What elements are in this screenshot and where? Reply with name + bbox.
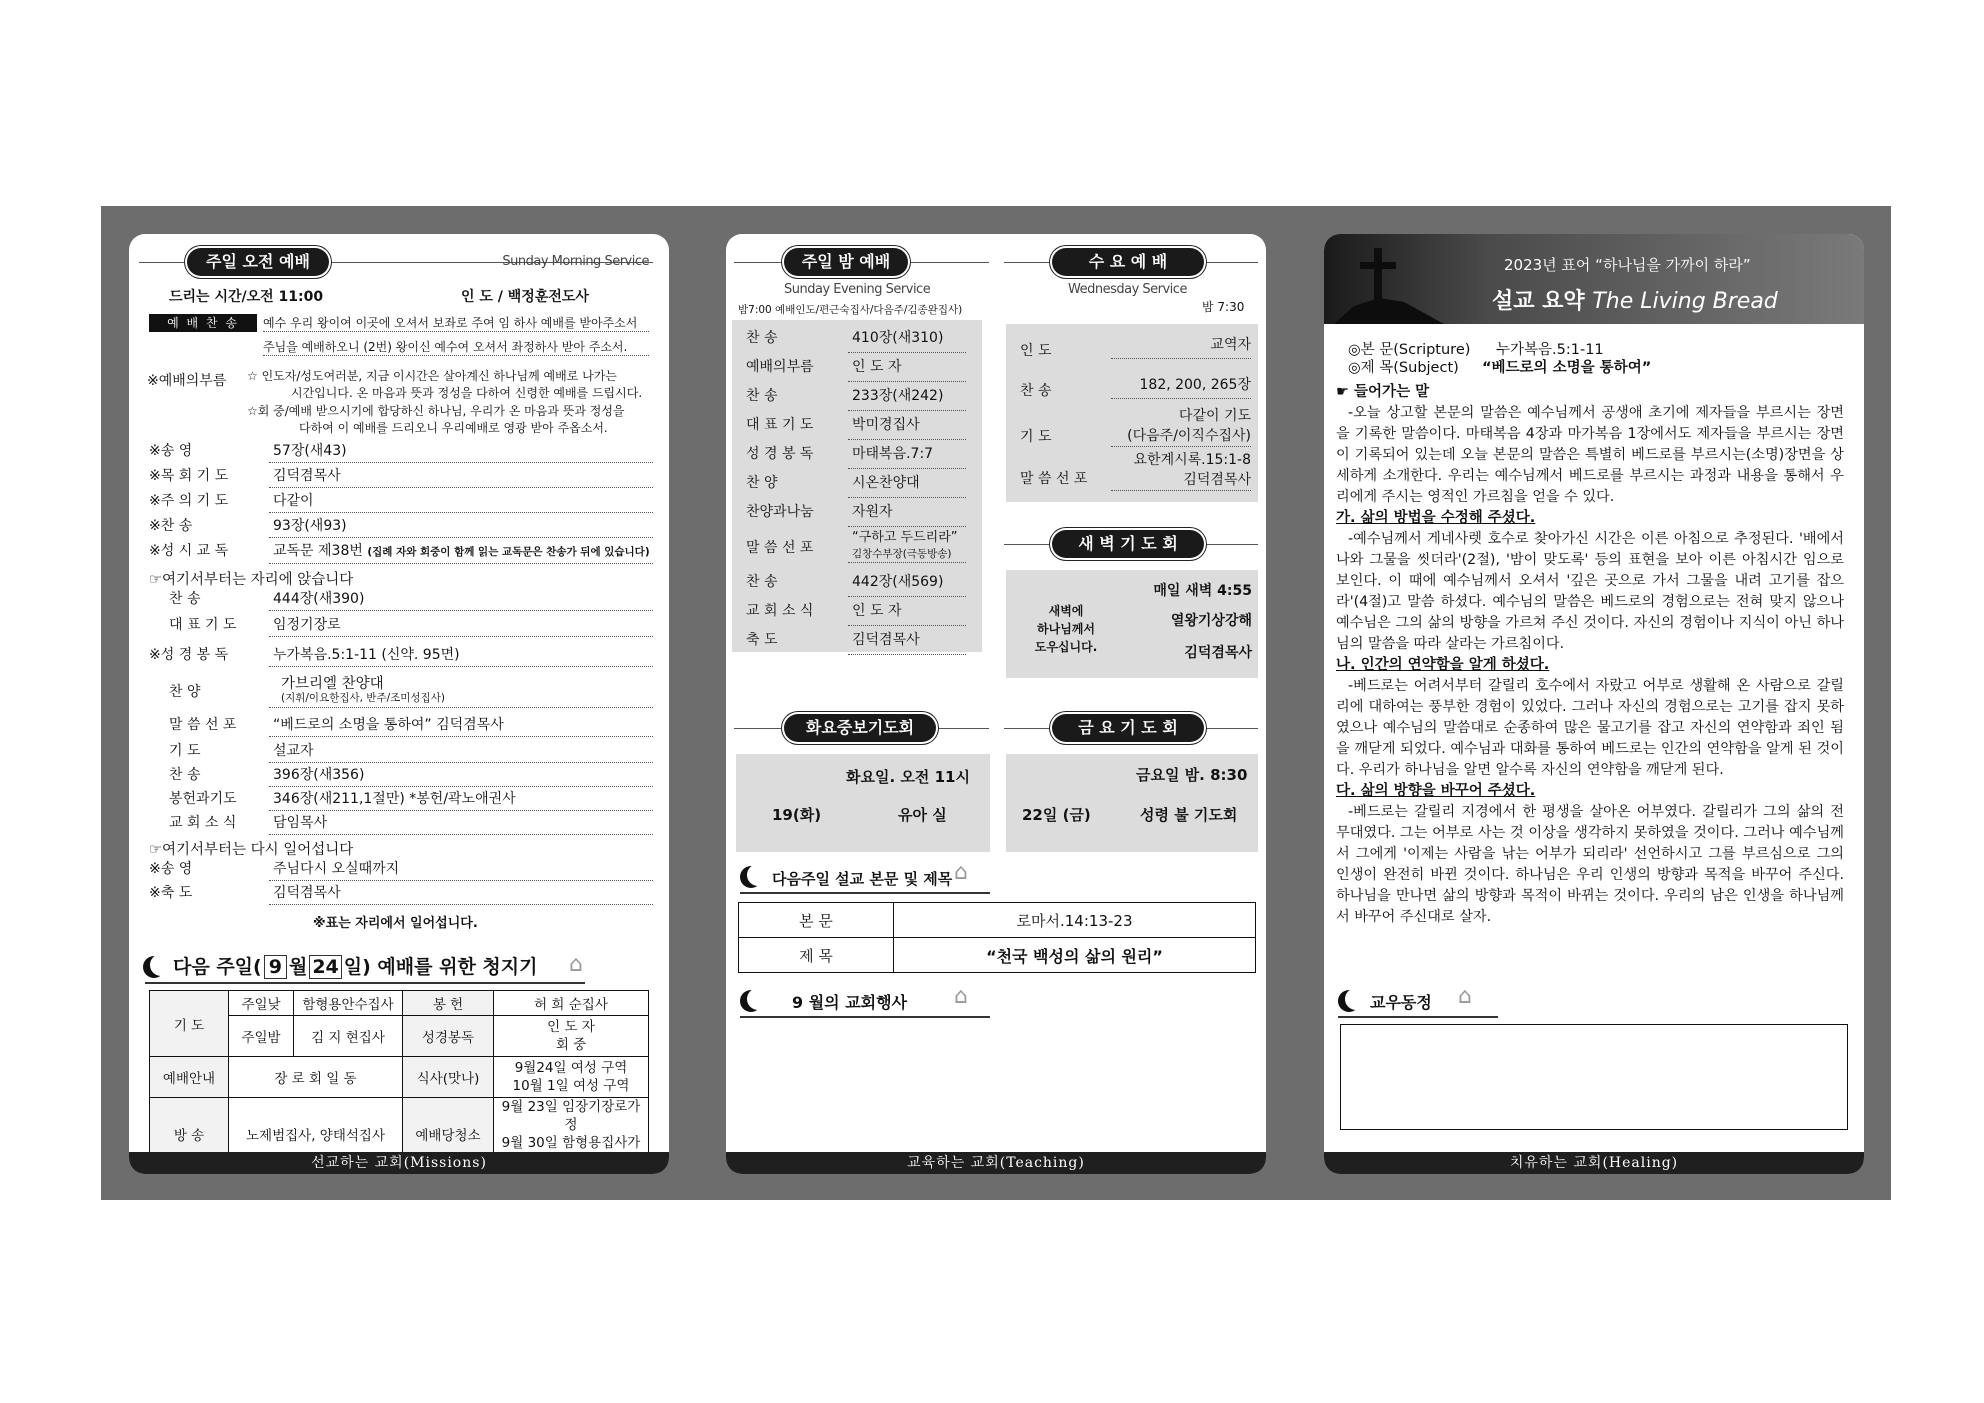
dawn-leader: 김덕겸목사	[1184, 645, 1252, 661]
month-events-rule	[740, 1016, 990, 1018]
evening-row: 찬 송 442장(새569)	[736, 568, 966, 596]
cross-icon	[1334, 240, 1444, 324]
wed-value: 다같이 기도 (다음주/이직수집사)	[1111, 406, 1251, 447]
order-row: ※주 의 기 도 다같이	[141, 490, 653, 512]
panel-sermon-summary	[1324, 234, 1864, 1174]
dawn-series: 열왕기상강해	[1170, 613, 1252, 629]
scripture-value: 누가복음.5:1-11	[1496, 342, 1604, 358]
member-news-box	[1340, 1024, 1848, 1130]
section-heading: 가. 삶의 방법을 수정해 주셨다.	[1336, 510, 1536, 526]
wednesday-subtitle: Wednesday Service	[1068, 282, 1187, 297]
yearly-motto: 2023년 표어 “하나님을 가까이 하라”	[1504, 256, 1751, 274]
tuesday-leader: 유아 실	[898, 806, 947, 824]
section-heading: 나. 인간의 연약함을 알게 하셨다.	[1336, 657, 1550, 673]
moon-icon	[1338, 990, 1360, 1012]
friday-date: 22일 (금)	[1022, 806, 1091, 824]
order-row: 찬 송 444장(새390)	[141, 588, 653, 610]
sunday-evening-title: 주일 밤 예배	[784, 248, 908, 276]
house-icon: ⌂	[954, 860, 968, 885]
service-time: 드리는 시간/오전 11:00	[169, 289, 324, 305]
scripture-label: ◎본 문(Scripture)	[1348, 342, 1471, 358]
footer-missions: 선교하는 교회(Missions)	[129, 1152, 669, 1174]
next-steward-title: 다음 주일( 9 월 24 일) 예배를 위한 청지기	[173, 956, 538, 978]
dawn-prayer-title: 새 벽 기 도 회	[1052, 530, 1204, 558]
section-text: -예수님께서 게네사렛 호수로 찾아가신 시간은 이른 아침으로 추정된다. '배에서 나와 그물을 씻더라'(2절), '밤이 맞도록' 등의 표현을 보아 이른 아침시간 임으로 보인다. 이 때에 예수님께서 오셔서 '깊은 곳으로 가서 그물을 내려 고기를 잡으라'(4절)고 말씀 하셨다. 예수님의 말씀은 베드로의 경험으로는 전혀 맞지 않으나 예수님은 그의 삶의 방향을 가르쳐 주신 것이다. 자신의 경험이나 지식이 아닌 하나님의 말씀을 따라 살라는 가르침이다.	[1336, 531, 1844, 652]
friday-time: 금요일 밤. 8:30	[1136, 766, 1248, 784]
order-row: ※목 회 기 도 김덕겸목사	[141, 465, 653, 487]
moon-icon	[740, 866, 762, 888]
footer-healing: 치유하는 교회(Healing)	[1324, 1152, 1864, 1174]
evening-row: 축 도 김덕겸목사	[736, 626, 966, 654]
wed-label: 말 씀 선 포	[1020, 471, 1088, 487]
sunday-morning-title: 주일 오전 예배	[187, 248, 329, 276]
member-news-title: 교우동정	[1370, 993, 1432, 1012]
order-row: 교 회 소 식 담임목사	[141, 812, 653, 834]
house-icon: ⌂	[569, 952, 583, 977]
evening-row: 성 경 봉 독 마태복음.7:7	[736, 440, 966, 468]
order-row: ※성 시 교 독 교독문 제38번 (집례 자와 회중이 함께 읽는 교독문은 찬송가 뒤에 있습니다)	[141, 540, 653, 562]
service-leader: 인 도 / 백정훈전도사	[461, 289, 589, 305]
dawn-time: 매일 새벽 4:55	[1153, 583, 1252, 599]
panel-evening-weekday	[726, 234, 1266, 1174]
choir-label: 찬 양	[169, 684, 201, 700]
order-row: ※송 영 57장(새43)	[141, 440, 653, 462]
evening-row: 찬양과나눔 자원자	[736, 498, 966, 526]
footer-teaching: 교육하는 교회(Teaching)	[726, 1152, 1266, 1174]
moon-icon	[143, 956, 165, 978]
sunday-evening-subtitle: Sunday Evening Service	[784, 282, 931, 297]
order-row: ※찬 송 93장(새93)	[141, 515, 653, 537]
evening-row: 말 씀 선 포 “구하고 두드리라” 김창수부장(극동방송)	[736, 530, 966, 564]
bulletin-frame	[101, 206, 1891, 1200]
section-text: -베드로는 어려서부터 갈릴리 호수에서 자랐고 어부로 생활해 온 사람으로 갈릴리에 대하여는 풍부한 경험이 있었다. 그러나 자신의 경험으로는 고기를 잡지 못하였으나 예수님의 말씀대로 순종하여 많은 물고기를 잡고 자신의 연약함과 죄인 됨을 깨닫게 되었다. 예수님과 대화를 통하여 베드로는 인간의 연약함을 알게 된 것이다. 우리가 하나님을 알면 알수록 자신의 연약함을 깨닫게 된다.	[1336, 678, 1844, 778]
tuesday-date: 19(화)	[772, 806, 822, 824]
stand-note: ※표는 자리에서 일어섭니다.	[313, 916, 478, 931]
seat-notice-1: ☞여기서부터는 자리에 앉습니다	[149, 572, 354, 588]
choir-sub: (지휘/이요한집사, 반주/조미성집사)	[281, 692, 445, 704]
month-events-title: 9 월의 교회행사	[792, 993, 908, 1012]
intro-text: -오늘 상고할 본문의 말씀은 예수님께서 공생애 초기에 제자들을 부르시는 장면을 기록한 말씀이다. 마태복음 4장과 마가복음 1장에서도 제자들을 부르시는 장면이 기록되어 있는데 오늘 본문의 말씀은 특별히 베드로를 부르시는(소명)장면을 상세하게 소개한다. 우리는 예수님께서 베드로를 부르시는 과정과 내용을 통해서 우리에게 주시는 영적인 가르침을 얻을 수 있다.	[1336, 405, 1844, 505]
intro-heading: ☛ 들어가는 말	[1336, 384, 1430, 400]
evening-row: 찬 송 410장(새310)	[736, 324, 966, 352]
sermon-body	[1336, 382, 1844, 928]
section-heading: 다. 삶의 방향을 바꾸어 주셨다.	[1336, 783, 1536, 799]
steward-table: 기 도 주일낮 함형용안수집사 봉 헌 허 희 순집사 주일밤 김 지 현집사 성경봉독 인 도 자 회 중 예배안내 장 로 회 일 동 식사(맛나) 9월24일 여성 구역 10월 1일 여성 구역 방 송 노제범집사, 양태석집사 예배당청소 9월 23일 임장기장로가정 9월 30일 함형용집사가	[149, 990, 649, 1171]
wed-value: 교역자	[1111, 332, 1251, 359]
friday-desc: 성령 불 기도회	[1140, 806, 1238, 824]
order-row: 봉헌과기도 346장(새211,1절만) *봉헌/곽노애권사	[141, 788, 653, 810]
order-row: ※성 경 봉 독 누가복음.5:1-11 (신약. 95면)	[141, 644, 653, 666]
moon-icon	[740, 990, 762, 1012]
order-row: 찬 송 396장(새356)	[141, 764, 653, 786]
panel-sunday-morning	[129, 234, 669, 1174]
subject-label: ◎제 목(Subject)	[1348, 360, 1459, 376]
choir-rule	[269, 706, 653, 708]
sermon-summary-title: 설교 요약 The Living Bread	[1492, 289, 1778, 314]
house-icon: ⌂	[1458, 984, 1472, 1009]
opening-hymn-label: 예 배 찬 송	[149, 314, 257, 332]
evening-row: 찬 양 시온찬양대	[736, 469, 966, 497]
evening-row: 예배의부름 인 도 자	[736, 353, 966, 381]
evening-row: 대 표 기 도 박미경집사	[736, 411, 966, 439]
seat-notice-2: ☞여기서부터는 다시 일어섭니다	[149, 842, 354, 858]
wed-label: 찬 송	[1020, 383, 1052, 399]
call-line-4: 다하여 이 예배를 드리오니 우리예배로 영광 받아 주옵소서.	[299, 421, 608, 435]
wed-label: 기 도	[1020, 429, 1052, 445]
next-sermon-title: 다음주일 설교 본문 및 제목	[772, 870, 953, 888]
call-line-2: 시간입니다. 온 마음과 뜻과 정성을 다하여 신령한 예배를 드립시다.	[291, 386, 643, 400]
sunday-morning-subtitle: Sunday Morning Service	[502, 254, 649, 269]
opening-hymn-text: 예수 우리 왕이여 이곳에 오셔서 보좌로 주여 임 하사 예배를 받아주소서	[263, 314, 649, 332]
call-line-1: ☆ 인도자/성도여러분, 지금 이시간은 살아계신 하나님께 예배로 나가는	[247, 369, 617, 383]
subject-value: “베드로의 소명을 통하여”	[1482, 360, 1652, 376]
wed-label: 인 도	[1020, 343, 1052, 359]
order-row: ※송 영 주님다시 오실때까지	[141, 858, 653, 880]
tuesday-prayer-title: 화요중보기도회	[784, 714, 936, 742]
house-icon: ⌂	[954, 984, 968, 1009]
order-row: 대 표 기 도 임정기장로	[141, 614, 653, 636]
wed-value: 요한계시록.15:1-8 김덕겸목사	[1111, 450, 1251, 491]
wednesday-title: 수 요 예 배	[1052, 248, 1204, 276]
choir-name: 가브리엘 찬양대	[281, 676, 384, 692]
call-line-3: ☆회 중/예배 받으시기에 합당하신 하나님, 우리가 온 마음과 뜻과 정성을	[247, 404, 625, 418]
wed-value: 182, 200, 265장	[1111, 372, 1251, 399]
steward-rule	[145, 982, 585, 984]
evening-row: 찬 송 233장(새242)	[736, 382, 966, 410]
order-row: ※축 도 김덕겸목사	[141, 882, 653, 904]
opening-hymn-text2: 주님을 예배하오니 (2번) 왕이신 예수여 오셔서 좌정하사 받아 주소서.	[263, 338, 649, 356]
next-sermon-rule	[740, 892, 990, 894]
order-row: 기 도 설교자	[141, 740, 653, 762]
tuesday-time: 화요일. 오전 11시	[846, 768, 970, 786]
member-news-rule	[1338, 1016, 1498, 1018]
dawn-motto: 새벽에 하나님께서 도우십니다.	[1034, 604, 1098, 654]
section-text: -베드로는 갈릴리 지경에서 한 평생을 살아온 어부였다. 갈릴리가 그의 삶의 전 무대였다. 그는 어부로 사는 것 이상을 생각하지 못하였을 것이다. 그러나 예수님께서 그에게 '이제는 사람을 낚는 어부가 되리라' 선언하시고 그를 부르심으로 그의 인생이 완전히 바뀐 것이다. 하나님은 우리 인생의 방향과 목적을 바꾸어 주신다. 하나님을 만나면 삶의 방향과 목적이 바뀌는 것이다. 우리의 남은 인생을 하나님께서 바꾸어 주신대로 살자.	[1336, 804, 1844, 925]
friday-prayer-title: 금 요 기 도 회	[1052, 714, 1204, 742]
next-sermon-table: 본 문 로마서.14:13-23 제 목 “천국 백성의 삶의 원리”	[738, 902, 1256, 973]
order-row: 말 씀 선 포 “베드로의 소명을 통하여” 김덕겸목사	[141, 714, 653, 736]
evening-row: 교 회 소 식 인 도 자	[736, 597, 966, 625]
wednesday-time: 밤 7:30	[1202, 300, 1245, 314]
call-to-worship-label: ※예배의부름	[147, 373, 227, 389]
evening-info: 밤7:00 예배인도/편근숙집사/다음주/김종완집사)	[738, 304, 963, 316]
